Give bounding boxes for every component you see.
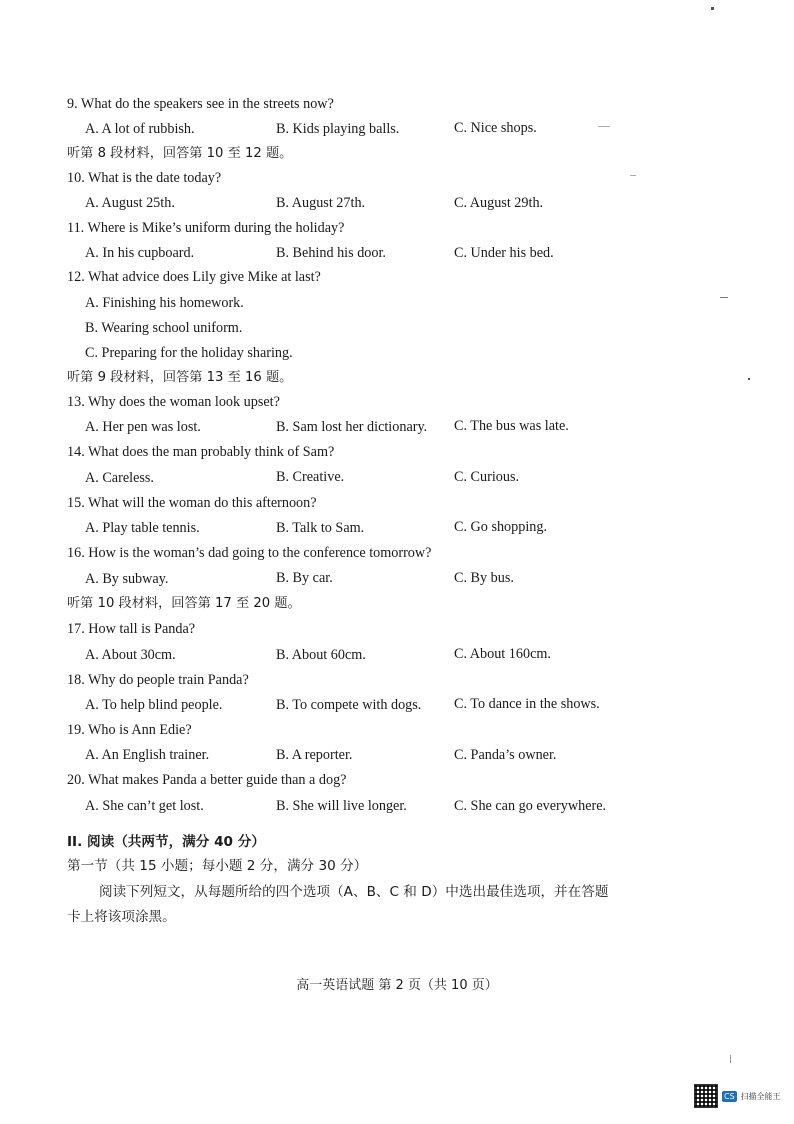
question-9-option-c: C. Nice shops. xyxy=(454,120,537,136)
question-9-stem: 9. What do the speakers see in the streets now? xyxy=(67,96,334,112)
scan-speck xyxy=(630,175,636,176)
scan-speck xyxy=(711,7,714,10)
question-10-stem: 10. What is the date today? xyxy=(67,170,222,186)
page-footer: 高一英语试题 第 2 页（共 10 页） xyxy=(296,978,498,993)
scan-speck xyxy=(748,378,750,380)
scanner-watermark xyxy=(694,1082,786,1110)
question-16-option-a: A. By subway. xyxy=(85,571,169,587)
question-11-option-b: B. Behind his door. xyxy=(276,245,386,261)
question-18-option-a: A. To help blind people. xyxy=(85,697,223,713)
question-20-option-c: C. She can go everywhere. xyxy=(454,798,607,814)
question-18-option-c: C. To dance in the shows. xyxy=(454,696,600,712)
question-16-stem: 16. How is the woman’s dad going to the conference tomorrow? xyxy=(67,545,432,561)
question-12-option-b: B. Wearing school uniform. xyxy=(85,320,243,336)
question-19-option-b: B. A reporter. xyxy=(276,747,353,763)
scanner-name: 扫描全能王 xyxy=(740,1091,781,1101)
question-19-stem: 19. Who is Ann Edie? xyxy=(67,722,192,738)
question-20-option-b: B. She will live longer. xyxy=(276,798,407,814)
question-18-stem: 18. Why do people train Panda? xyxy=(67,672,249,688)
section-2-title: II. 阅读（共两节，满分 40 分） xyxy=(67,834,265,850)
question-13-stem: 13. Why does the woman look upset? xyxy=(67,394,280,410)
question-10-option-b: B. August 27th. xyxy=(276,195,366,211)
question-17-option-a: A. About 30cm. xyxy=(85,647,176,663)
section-2-part-1: 第一节（共 15 小题；每小题 2 分，满分 30 分） xyxy=(67,858,368,874)
question-12-option-a: A. Finishing his homework. xyxy=(85,295,244,311)
question-16-option-b: B. By car. xyxy=(276,570,333,586)
question-18-option-b: B. To compete with dogs. xyxy=(276,697,422,713)
question-10-option-c: C. August 29th. xyxy=(454,195,544,211)
scan-speck xyxy=(720,297,728,298)
question-13-option-b: B. Sam lost her dictionary. xyxy=(276,419,428,435)
question-16-option-c: C. By bus. xyxy=(454,570,514,586)
scanner-logo: CS xyxy=(724,1091,735,1101)
section-heading-8: 听第 8 段材料，回答第 10 至 12 题。 xyxy=(67,146,293,161)
section-heading-10: 听第 10 段材料，回答第 17 至 20 题。 xyxy=(67,596,301,611)
question-13-option-a: A. Her pen was lost. xyxy=(85,419,201,435)
question-13-option-c: C. The bus was late. xyxy=(454,418,569,434)
section-2-instructions-line-2: 卡上将该项涂黑。 xyxy=(67,909,176,925)
question-20-stem: 20. What makes Panda a better guide than a dog? xyxy=(67,772,347,788)
question-15-option-a: A. Play table tennis. xyxy=(85,520,200,536)
question-12-option-c: C. Preparing for the holiday sharing. xyxy=(85,345,293,361)
question-12-stem: 12. What advice does Lily give Mike at last? xyxy=(67,269,321,285)
question-15-stem: 15. What will the woman do this afternoon? xyxy=(67,495,317,511)
question-9-option-b: B. Kids playing balls. xyxy=(276,121,400,137)
question-20-option-a: A. She can’t get lost. xyxy=(85,798,204,814)
question-14-option-a: A. Careless. xyxy=(85,470,154,486)
question-11-stem: 11. Where is Mike’s uniform during the holiday? xyxy=(67,220,345,236)
question-19-option-a: A. An English trainer. xyxy=(85,747,210,763)
scan-speck xyxy=(598,126,610,127)
qr-code-icon xyxy=(694,1084,718,1108)
question-14-option-c: C. Curious. xyxy=(454,469,520,485)
question-17-option-b: B. About 60cm. xyxy=(276,647,366,663)
question-10-option-a: A. August 25th. xyxy=(85,195,175,211)
question-17-stem: 17. How tall is Panda? xyxy=(67,621,196,637)
scan-speck xyxy=(730,1055,731,1063)
section-2-instructions-line-1: 阅读下列短文，从每题所给的四个选项（A、B、C 和 D）中选出最佳选项，并在答题 xyxy=(99,884,609,900)
section-heading-9: 听第 9 段材料，回答第 13 至 16 题。 xyxy=(67,370,293,385)
question-17-option-c: C. About 160cm. xyxy=(454,646,551,662)
question-14-stem: 14. What does the man probably think of Sam? xyxy=(67,444,335,460)
question-15-option-b: B. Talk to Sam. xyxy=(276,520,365,536)
question-14-option-b: B. Creative. xyxy=(276,469,345,485)
question-11-option-c: C. Under his bed. xyxy=(454,245,554,261)
question-15-option-c: C. Go shopping. xyxy=(454,519,548,535)
question-11-option-a: A. In his cupboard. xyxy=(85,245,195,261)
question-19-option-c: C. Panda’s owner. xyxy=(454,747,557,763)
question-9-option-a: A. A lot of rubbish. xyxy=(85,121,195,137)
